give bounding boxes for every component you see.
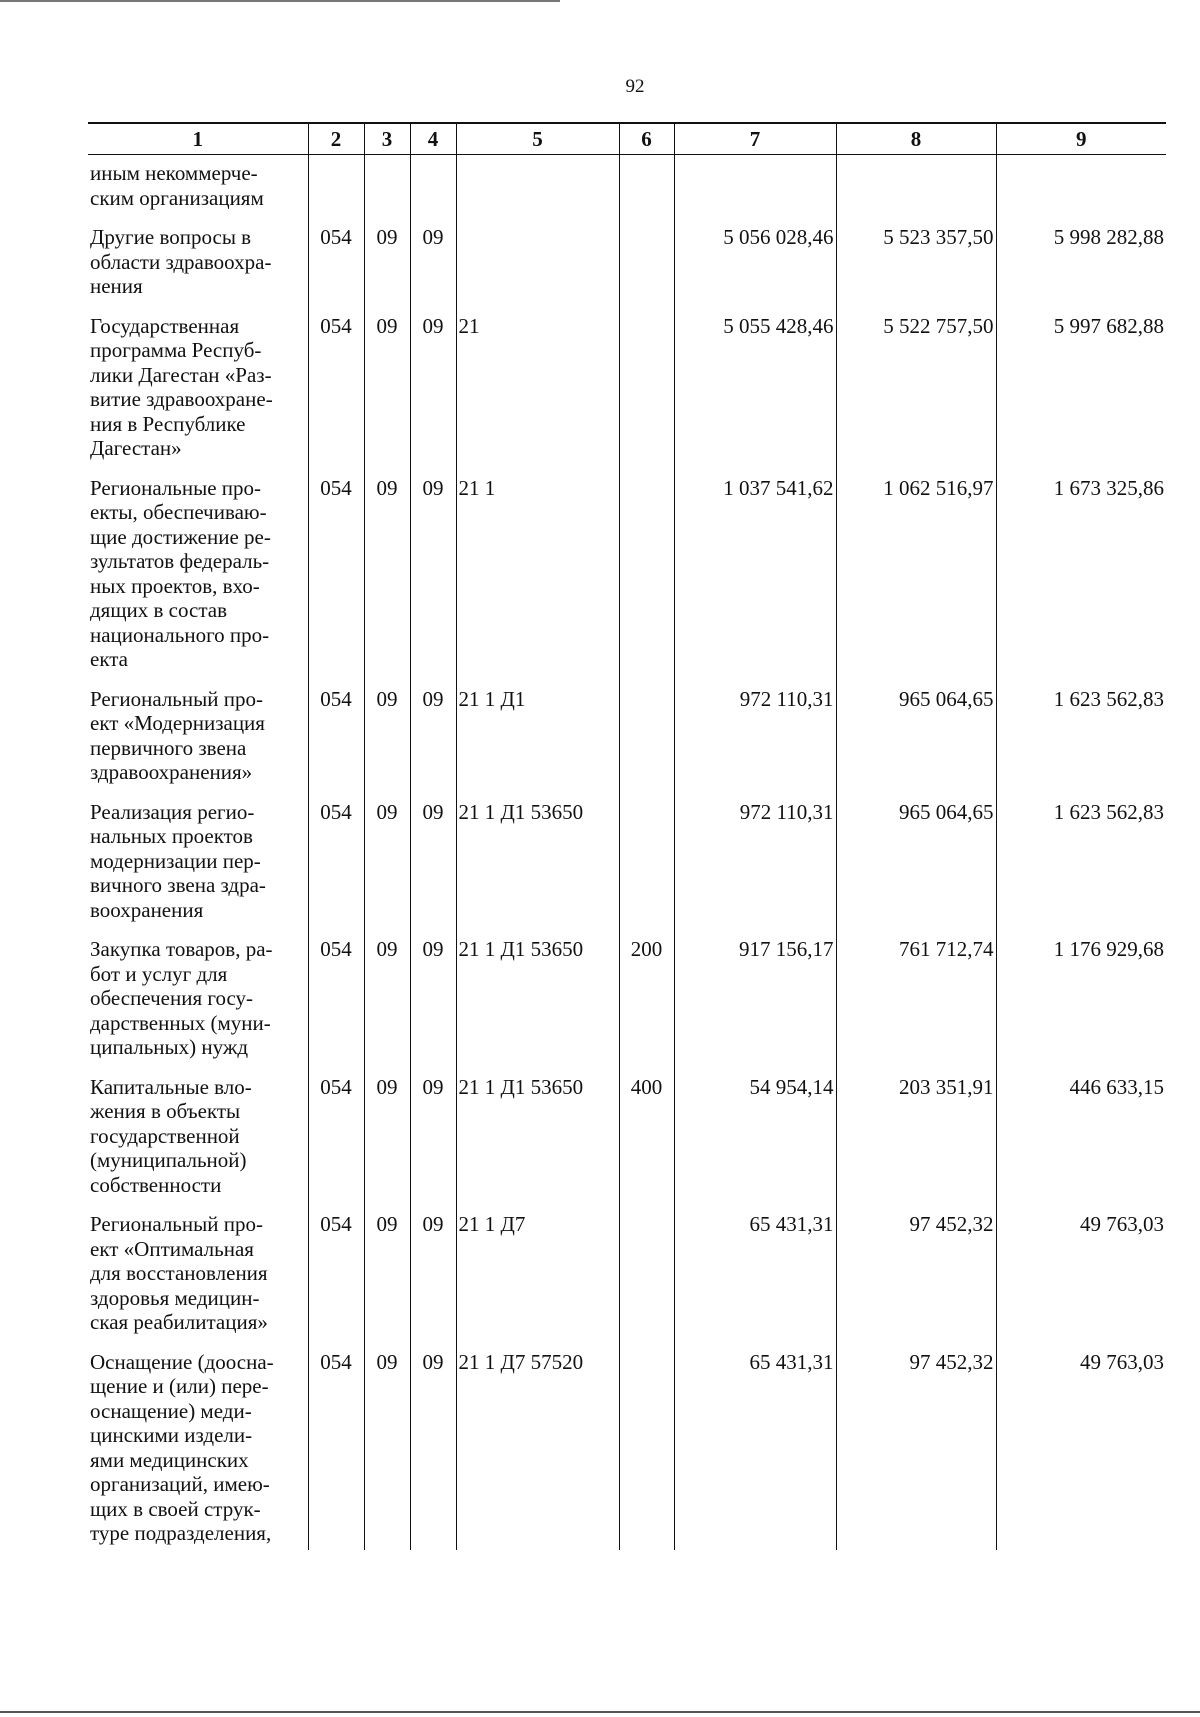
- cell-col-8: 5 523 357,50: [836, 225, 996, 314]
- cell-col-4: 09: [410, 1075, 456, 1213]
- cell-col-8: 97 452,32: [836, 1212, 996, 1350]
- cell-col-6: 400: [619, 1075, 674, 1213]
- cell-col-2: 054: [308, 1350, 364, 1550]
- cell-col-4: 09: [410, 225, 456, 314]
- cell-col-6: [619, 1212, 674, 1350]
- column-header: 1: [88, 123, 308, 155]
- column-header: 7: [674, 123, 836, 155]
- row-name: Реализация регио- нальных проектов модернизации пер- вичного звена здра- воохранения: [90, 799, 266, 922]
- budget-table: [88, 122, 1166, 1550]
- cell-col-5: [456, 155, 619, 226]
- cell-col-2: 054: [308, 314, 364, 476]
- page-number: 92: [625, 76, 645, 97]
- cell-col-9: 5 998 282,88: [996, 225, 1166, 314]
- cell-col-2: 054: [308, 687, 364, 800]
- table-body: [88, 155, 1166, 1550]
- cell-col-3: 09: [364, 1212, 410, 1350]
- cell-col-9: 446 633,15: [996, 1075, 1166, 1213]
- cell-col-6: [619, 314, 674, 476]
- table-row: [88, 687, 1166, 800]
- top-edge-rule: [0, 0, 560, 2]
- cell-col-5: 21 1 Д7 57520: [456, 1350, 619, 1550]
- column-header: 9: [996, 123, 1166, 155]
- cell-col-3: 09: [364, 687, 410, 800]
- cell-col-9: 1 623 562,83: [996, 800, 1166, 938]
- row-name: Капитальные вло- жения в объекты государственной (муниципальной) собственности: [90, 1074, 252, 1197]
- cell-col-7: 65 431,31: [674, 1212, 836, 1350]
- table-row: [88, 1212, 1166, 1350]
- cell-col-4: 09: [410, 314, 456, 476]
- cell-col-3: 09: [364, 225, 410, 314]
- cell-col-5: [456, 225, 619, 314]
- cell-col-4: 09: [410, 937, 456, 1075]
- cell-col-2: 054: [308, 1212, 364, 1350]
- cell-col-4: 09: [410, 476, 456, 687]
- cell-col-8: 5 522 757,50: [836, 314, 996, 476]
- cell-col-3: 09: [364, 314, 410, 476]
- cell-col-2: 054: [308, 800, 364, 938]
- cell-col-5: 21: [456, 314, 619, 476]
- cell-col-2: 054: [308, 1075, 364, 1213]
- table-row: [88, 476, 1166, 687]
- cell-col-4: 09: [410, 1350, 456, 1550]
- cell-col-5: 21 1: [456, 476, 619, 687]
- table-row: [88, 800, 1166, 938]
- row-name: Закупка товаров, ра- бот и услуг для обеспечения госу- дарственных (муни- ципальных) нужд: [90, 937, 273, 1059]
- table-row: [88, 937, 1166, 1075]
- cell-col-4: 09: [410, 687, 456, 800]
- cell-col-8: 1 062 516,97: [836, 476, 996, 687]
- column-header: 6: [619, 123, 674, 155]
- table-row: [88, 1350, 1166, 1550]
- cell-col-6: [619, 800, 674, 938]
- cell-col-6: [619, 1350, 674, 1550]
- cell-col-3: 09: [364, 1350, 410, 1550]
- cell-col-7: 917 156,17: [674, 937, 836, 1075]
- cell-col-3: 09: [364, 476, 410, 687]
- table-row: [88, 225, 1166, 314]
- cell-col-8: [836, 155, 996, 226]
- cell-col-7: 1 037 541,62: [674, 476, 836, 687]
- row-name: Региональные про- екты, обеспечиваю- щие достижение ре- зультатов федераль- ных проектов, вхо- дящих в состав национального про- екта: [90, 475, 271, 671]
- column-header: 5: [456, 123, 619, 155]
- row-name: Государственная программа Респуб- лики Дагестан «Раз- витие здравоохране- ния в Республике Дагестан»: [90, 313, 273, 460]
- cell-col-3: 09: [364, 800, 410, 938]
- header-row: [88, 123, 1166, 155]
- cell-col-7: 5 056 028,46: [674, 225, 836, 314]
- cell-col-4: 09: [410, 800, 456, 938]
- cell-col-5: 21 1 Д1 53650: [456, 800, 619, 938]
- cell-col-8: 965 064,65: [836, 800, 996, 938]
- cell-col-7: 65 431,31: [674, 1350, 836, 1550]
- cell-col-2: 054: [308, 225, 364, 314]
- cell-col-5: 21 1 Д1 53650: [456, 937, 619, 1075]
- cell-col-2: 054: [308, 476, 364, 687]
- row-name: Региональный про- ект «Оптимальная для восстановления здоровья медицин- ская реабилитация»: [90, 1212, 268, 1334]
- cell-col-8: 761 712,74: [836, 937, 996, 1075]
- column-header: 3: [364, 123, 410, 155]
- cell-col-3: 09: [364, 1075, 410, 1213]
- cell-col-3: [364, 155, 410, 226]
- cell-col-7: 972 110,31: [674, 800, 836, 938]
- cell-col-5: 21 1 Д1 53650: [456, 1075, 619, 1213]
- bottom-edge-rule: [0, 1711, 1200, 1713]
- cell-col-8: 203 351,91: [836, 1075, 996, 1213]
- cell-col-5: 21 1 Д7: [456, 1212, 619, 1350]
- cell-col-7: 972 110,31: [674, 687, 836, 800]
- column-header: 8: [836, 123, 996, 155]
- cell-col-9: 5 997 682,88: [996, 314, 1166, 476]
- cell-col-3: 09: [364, 937, 410, 1075]
- cell-col-7: 5 055 428,46: [674, 314, 836, 476]
- column-header: 2: [308, 123, 364, 155]
- row-name: иным некоммерче- ским организациям: [90, 161, 264, 210]
- cell-col-2: 054: [308, 937, 364, 1075]
- cell-col-6: [619, 687, 674, 800]
- cell-col-8: 97 452,32: [836, 1350, 996, 1550]
- cell-col-6: 200: [619, 937, 674, 1075]
- cell-col-6: [619, 225, 674, 314]
- cell-col-5: 21 1 Д1: [456, 687, 619, 800]
- cell-col-9: 49 763,03: [996, 1350, 1166, 1550]
- cell-col-9: 1 176 929,68: [996, 937, 1166, 1075]
- cell-col-7: [674, 155, 836, 226]
- cell-col-9: 1 673 325,86: [996, 476, 1166, 687]
- cell-col-8: 965 064,65: [836, 687, 996, 800]
- row-name: Другие вопросы в области здравоохра- нения: [90, 225, 272, 298]
- table-row: [88, 314, 1166, 476]
- table-row: [88, 1075, 1166, 1213]
- cell-col-6: [619, 155, 674, 226]
- cell-col-4: [410, 155, 456, 226]
- row-name: Региональный про- ект «Модернизация первичного звена здравоохранения»: [90, 686, 265, 784]
- cell-col-9: 49 763,03: [996, 1212, 1166, 1350]
- cell-col-9: [996, 155, 1166, 226]
- column-header: 4: [410, 123, 456, 155]
- cell-col-4: 09: [410, 1212, 456, 1350]
- row-name: Оснащение (доосна- щение и (или) пере- оснащение) меди- цинскими издели- ями медицинских организаций, имею- щих в своей струк- туре подразделения,: [90, 1349, 274, 1545]
- cell-col-9: 1 623 562,83: [996, 687, 1166, 800]
- cell-col-6: [619, 476, 674, 687]
- cell-col-7: 54 954,14: [674, 1075, 836, 1213]
- table-row: [88, 155, 1166, 226]
- cell-col-2: [308, 155, 364, 226]
